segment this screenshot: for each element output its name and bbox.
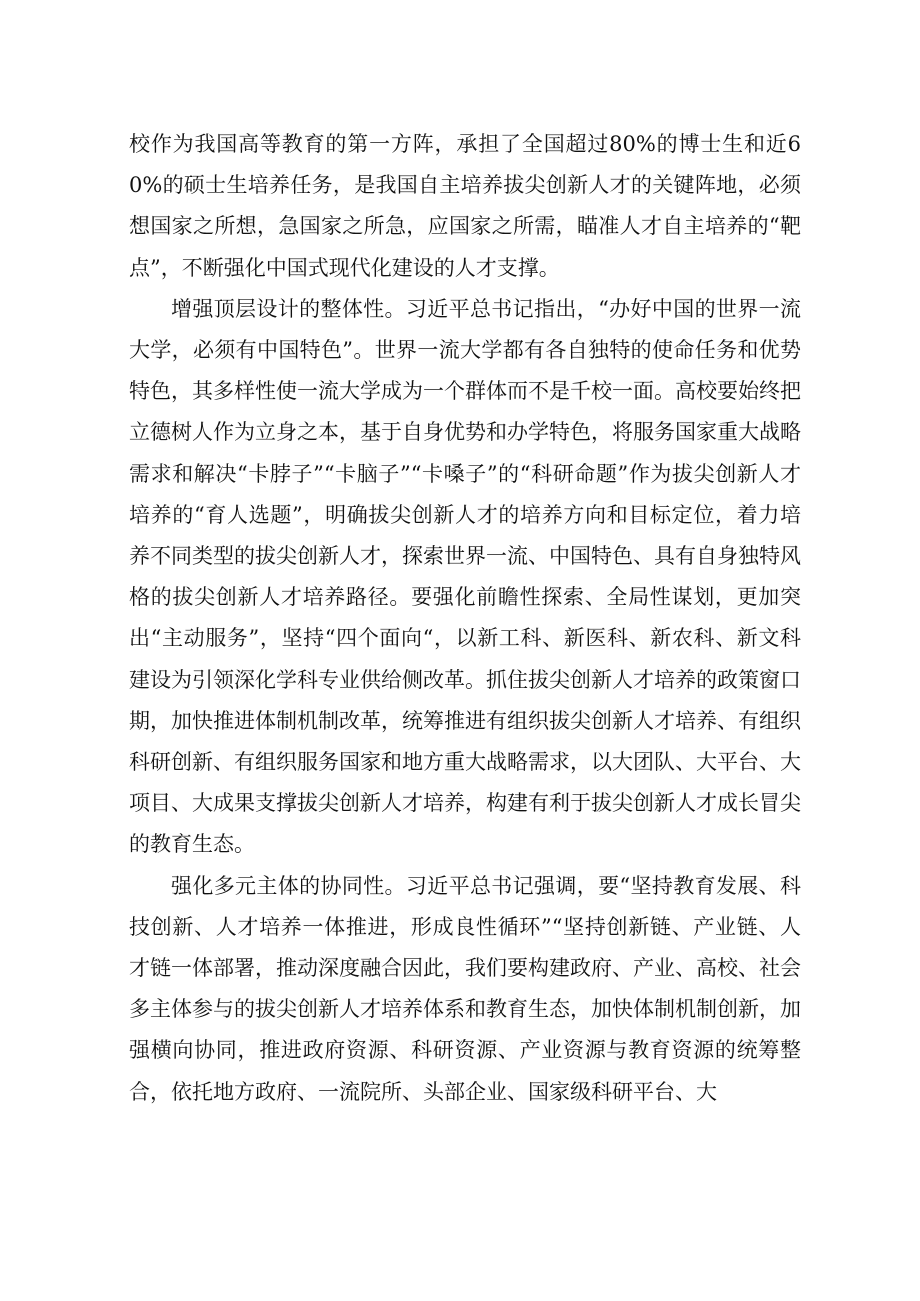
paragraph-continuation: 校作为我国高等教育的第一方阵，承担了全国超过80%的博士生和近60%的硕士生培养任务，是我国自主培养拔尖创新人才的关键阵地，必须想国家之所想，急国家之所急，应国家之所需，瞄准人才自主培养的“靶点”，不断强化中国式现代化建设的人才支撑。 xyxy=(129,132,801,280)
document-body xyxy=(129,124,801,1113)
paragraph-top-level-design: 增强顶层设计的整体性。习近平总书记指出，“办好中国的世界一流大学，必须有中国特色”。世界一流大学都有各自独特的使命任务和优势特色，其多样性使一流大学成为一个群体而不是千校一面。高校要始终把立德树人作为立身之本，基于自身优势和办学特色，将服务国家重大战略需求和解决“卡脖子”“卡脑子”“卡嗓子”的“科研命题”作为拔尖创新人才培养的“育人选题”，明确拔尖创新人才的培养方向和目标定位，着力培养不同类型的拔尖创新人才，探索世界一流、中国特色、具有自身独特风格的拔尖创新人才培养路径。要强化前瞻性探索、全局性谋划，更加突出“主动服务”，坚持“四个面向“，以新工科、新医科、新农科、新文科建设为引领深化学科专业供给侧改革。抓住拔尖创新人才培养的政策窗口期，加快推进体制机制改革，统筹推进有组织拔尖创新人才培养、有组织科研创新、有组织服务国家和地方重大战略需求，以大团队、大平台、大项目、大成果支撑拔尖创新人才培养，构建有利于拔尖创新人才成长冒尖的教育生态。 xyxy=(129,296,801,857)
paragraph-multi-stakeholder: 强化多元主体的协同性。习近平总书记强调，要“坚持教育发展、科技创新、人才培养一体推进，形成良性循环”“坚持创新链、产业链、人才链一体部署，推动深度融合因此，我们要构建政府、产业、高校、社会多主体参与的拔尖创新人才培养体系和教育生态，加快体制机制创新，加强横向协同，推进政府资源、科研资源、产业资源与教育资源的统筹整合，依托地方政府、一流院所、头部企业、国家级科研平台、大 xyxy=(129,873,801,1104)
